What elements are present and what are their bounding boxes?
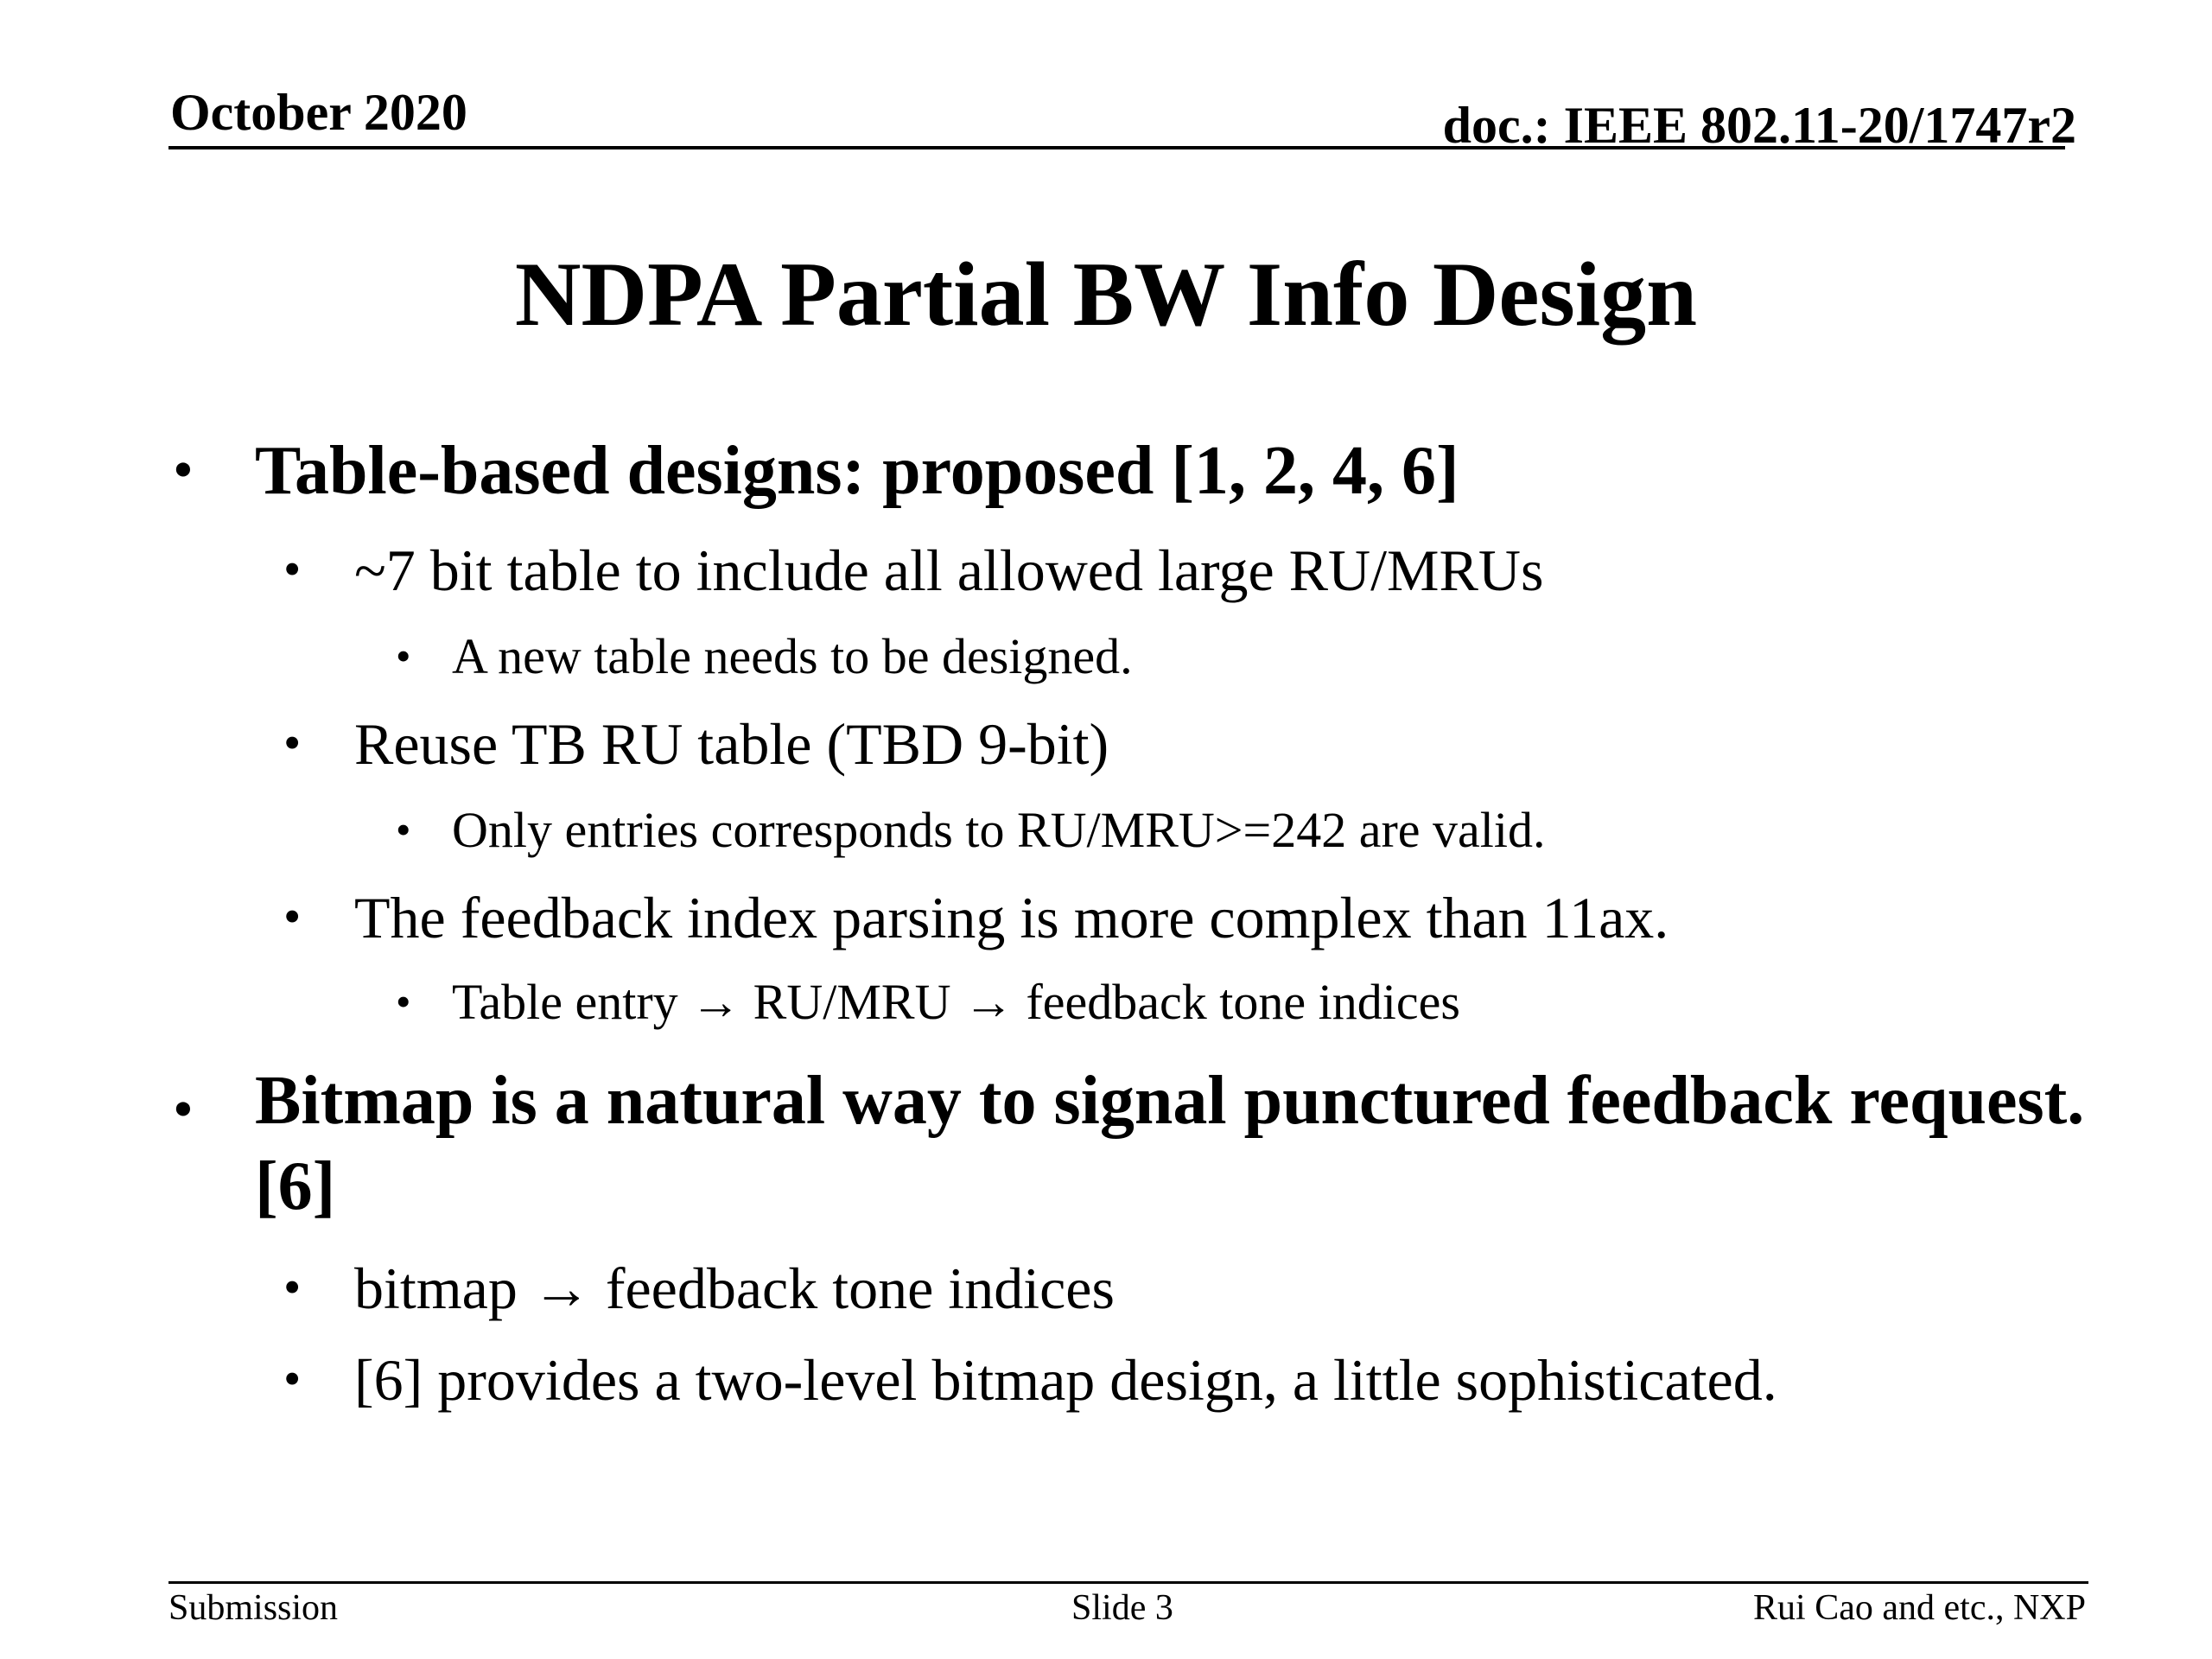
header-divider	[168, 146, 2065, 149]
bullet-text: Table entry → RU/MRU → feedback tone indices	[452, 974, 1460, 1030]
bullet-icon: •	[283, 715, 302, 771]
bullet-text: The feedback index parsing is more complex than 11ax.	[354, 885, 1669, 950]
bullet-text: bitmap → feedback tone indices	[354, 1255, 1115, 1321]
bullet-level2-7bit-table	[283, 537, 1544, 603]
bullet-icon: •	[396, 632, 411, 680]
footer-author: Rui Cao and etc., NXP	[1753, 1588, 2086, 1628]
bullet-text: [6] provides a two-level bitmap design, a little sophisticated.	[354, 1347, 1777, 1413]
bullet-level2-bitmap-indices	[283, 1255, 1115, 1321]
bullet-icon: •	[396, 805, 411, 854]
bullet-level3-new-table	[396, 628, 1133, 684]
bullet-level1-bitmap	[173, 1058, 2087, 1230]
bullet-icon: •	[283, 1259, 302, 1315]
bullet-icon: •	[283, 1351, 302, 1407]
bullet-level2-reuse-tb-ru	[283, 711, 1109, 777]
footer-submission: Submission	[168, 1588, 339, 1628]
slide-title: NDPA Partial BW Info Design	[514, 244, 1698, 345]
bullet-icon: •	[173, 1076, 194, 1141]
bullet-icon: •	[396, 977, 411, 1026]
footer-slide-number: Slide 3	[1071, 1588, 1173, 1628]
bullet-level1-table-based	[173, 433, 1459, 509]
bullet-level2-two-level-bitmap	[283, 1347, 1777, 1413]
bullet-level3-table-entry	[396, 974, 1460, 1030]
bullet-icon: •	[173, 436, 194, 502]
bullet-icon: •	[283, 888, 302, 944]
bullet-level2-feedback-parsing	[283, 885, 1669, 950]
bullet-text: Reuse TB RU table (TBD 9-bit)	[354, 711, 1109, 777]
header-date: October 2020	[170, 84, 467, 141]
bullet-text: Bitmap is a natural way to signal punctured feedback request. [6]	[255, 1063, 2085, 1225]
bullet-level3-only-entries	[396, 802, 1546, 858]
bullet-icon: •	[283, 541, 302, 597]
bullet-text: Only entries corresponds to RU/MRU>=242 are valid.	[452, 802, 1546, 858]
bullet-text: Table-based designs: proposed [1, 2, 4, 6]	[255, 433, 1459, 509]
footer-divider	[168, 1581, 2088, 1584]
bullet-text: ~7 bit table to include all allowed large RU/MRUs	[354, 537, 1544, 603]
bullet-text: A new table needs to be designed.	[452, 628, 1133, 684]
header-doc-id: doc.: IEEE 802.11-20/1747r2	[1442, 97, 2076, 154]
